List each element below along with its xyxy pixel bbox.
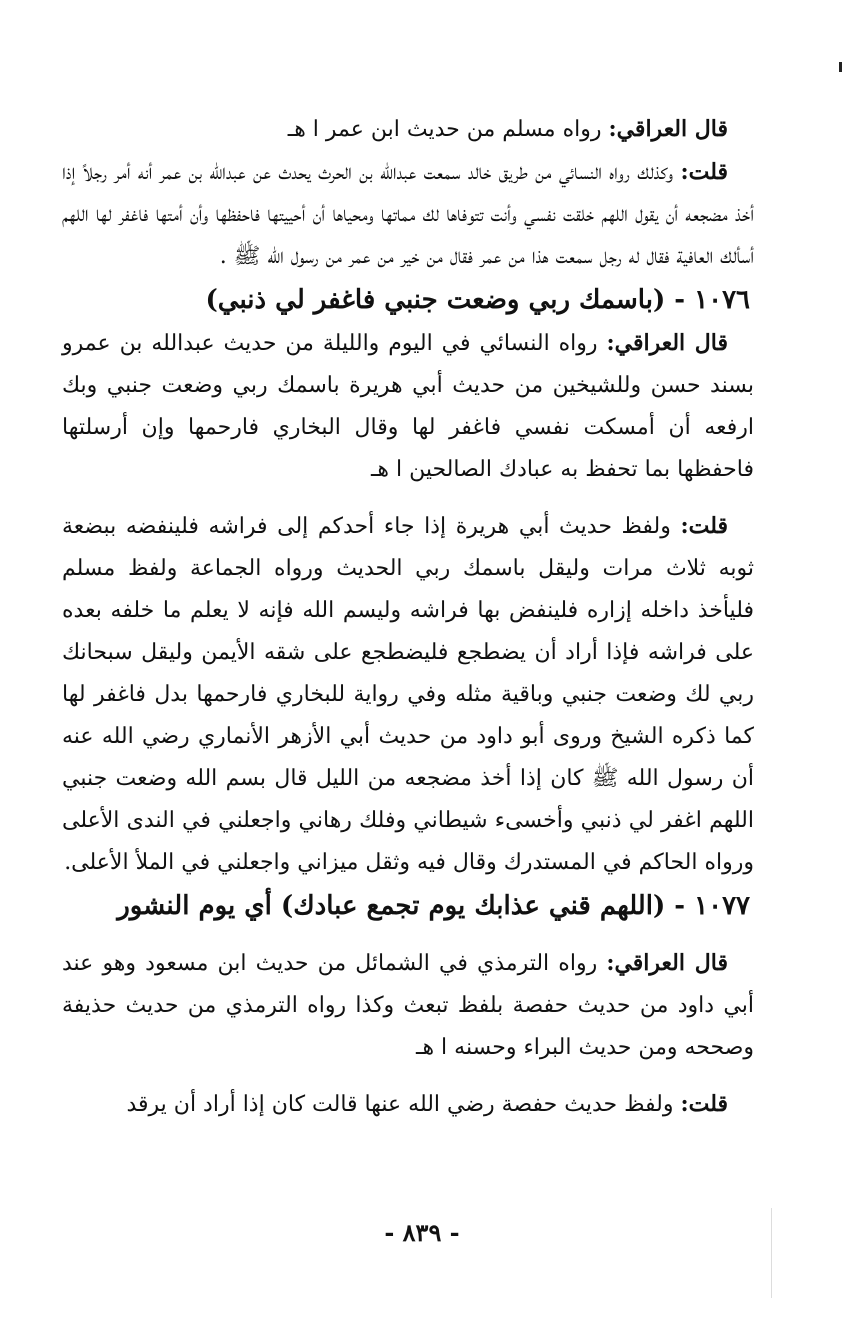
paragraph-label: قال العراقي: [606,330,728,356]
paragraph-text: وكذلك رواه النسائي من طريق خالد سمعت عبدالله بن الحرث يحدث عن عبدالله بن عمر أنه أمر رجلاً إذا أخذ مضجعه أن يقول اللهم خلقت نفسي وأنت تتوفاها لك مماتها ومحياها أن أحييتها فاحفظها وأن أمتها فاغفر لها اللهم أسألك العافية فقال له رجل سمعت هذا من عمر فقال من خير من عمر من رسول الله ﷺ . [62,160,754,269]
page-body [62,108,754,1126]
paragraph-label: قلت: [680,159,728,185]
paragraph [62,322,754,491]
section-heading: ١٠٧٦ - (باسمك ربي وضعت جنبي فاغفر لي ذنبي) [205,285,750,315]
paragraph [62,108,754,151]
scan-mark [839,62,842,72]
paragraph-gap [62,1069,754,1083]
paragraph [62,1083,754,1126]
paragraph-label: قلت: [680,513,728,539]
paragraph-label: قلت: [680,1091,728,1117]
section-heading: ١٠٧٧ - (اللهم قني عذابك يوم تجمع عبادك) أي يوم النشور [117,891,750,921]
paragraph-gap [62,491,754,505]
paragraph [62,505,754,884]
paragraph-label: قال العراقي: [606,950,728,976]
paragraph-label: قال العراقي: [608,116,728,142]
paragraph-text: رواه مسلم من حديث ابن عمر ا هـ [287,117,609,142]
paragraph [62,151,754,278]
paragraph-text: ولفظ حديث أبي هريرة إذا جاء أحدكم إلى فراشه فلينفضه ببضعة ثوبه ثلاث مرات وليقل باسمك ربي الحديث ورواه الجماعة ولفظ مسلم فليأخذ داخله إزاره فلينفض بها فراشه وليسم الله فإنه لا يعلم ما خلفه بعده على فراشه فإذا أراد أن يضطجع فليضطجع على شقه الأيمن وليقل سبحانك ربي لك وضعت جنبي وباقية مثله وفي رواية للبخاري فارحمها بدل فاغفر لها كما ذكره الشيخ وروى أبو داود من حديث أبي الأزهر الأنماري رضي الله عنه أن رسول الله ﷺ كان إذا أخذ مضجعه من الليل قال بسم الله وضعت جنبي اللهم اغفر لي ذنبي وأخسىء شيطاني وفلك رهاني واجعلني في الندى الأعلى ورواه الحاكم في المستدرك وقال فيه وثقل ميزاني واجعلني في الملأ الأعلى. [62,514,754,875]
paragraph [62,942,754,1069]
page-number: - ٨٣٩ - [384,1218,460,1247]
paragraph-text: رواه الترمذي في الشمائل من حديث ابن مسعود وهو عند أبي داود من حديث حفصة بلفظ تبعث وكذا رواه الترمذي من حديث حذيفة وصححه ومن حديث البراء وحسنه ا هـ [62,951,754,1060]
paragraph-text: رواه النسائي في اليوم والليلة من حديث عبدالله بن عمرو بسند حسن وللشيخين من حديث أبي هريرة باسمك ربي وضعت جنبي وبك ارفعه أن أمسكت نفسي فاغفر لها وقال البخاري فارحمها وإن أرسلتها فاحفظها بما تحفظ به عبادك الصالحين ا هـ [62,331,754,482]
paragraph-gap [62,928,754,942]
paragraph-text: ولفظ حديث حفصة رضي الله عنها قالت كان إذا أراد أن يرقد [126,1092,681,1117]
